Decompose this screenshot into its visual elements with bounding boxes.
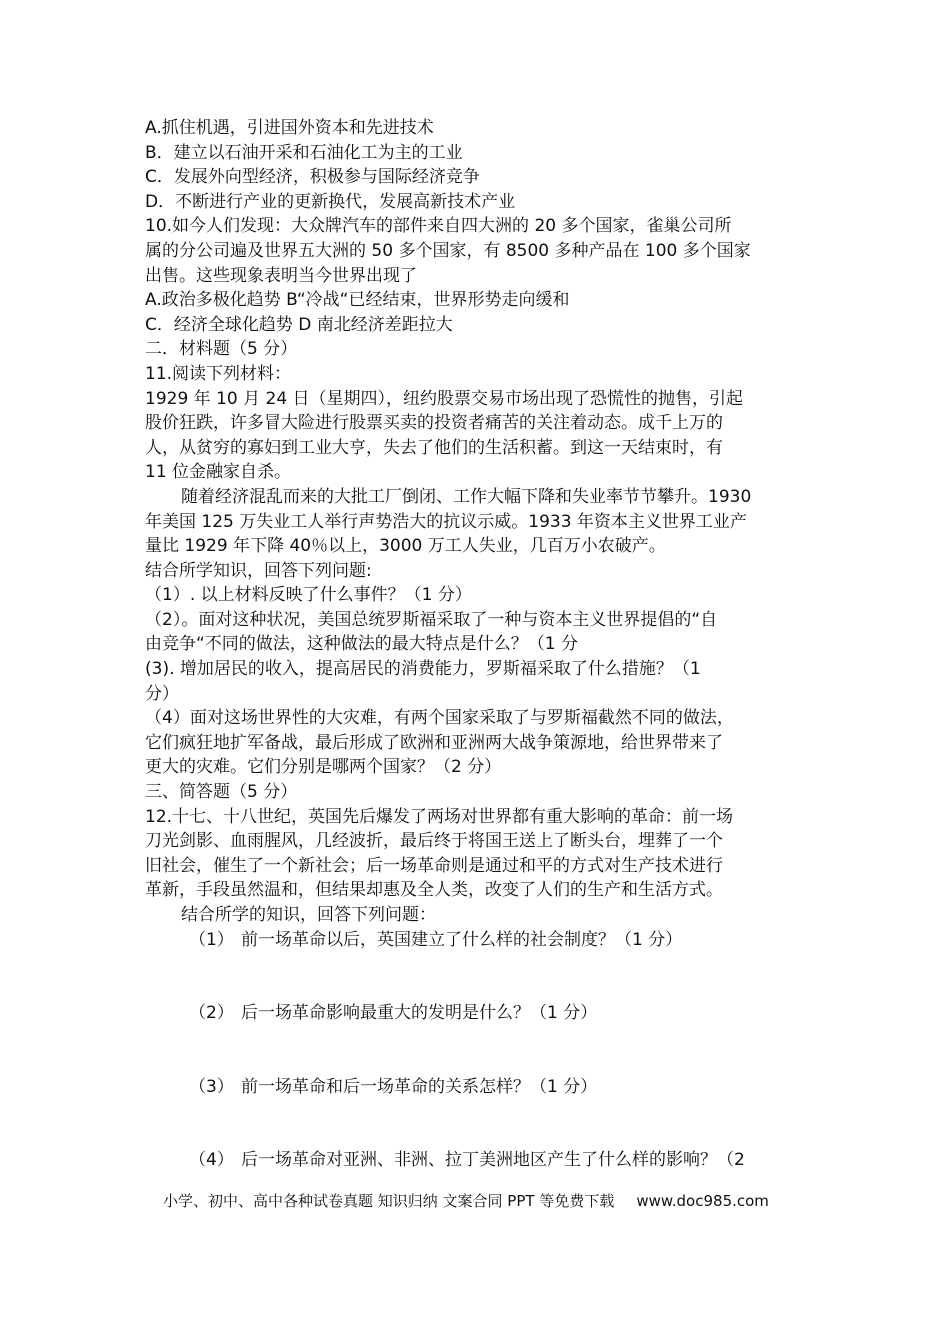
q12-subquestion-4 xyxy=(145,1148,811,1173)
q11-intro: 11.阅读下列材料： xyxy=(145,363,292,384)
q11-para1-line: 11 位金融家自杀。 xyxy=(145,462,292,483)
q12-sub-text: 后一场革命对亚洲、非洲、拉丁美洲地区产生了什么样的影响？（2 xyxy=(241,1150,745,1171)
q11-para2-line: 量比 1929 年下降 40％以上，3000 万工人失业，几百万小农破产。 xyxy=(145,536,666,557)
q11-para2-line: 随着经济混乱而来的大批工厂倒闭、工作大幅下降和失业率节节攀升。1930 xyxy=(181,486,752,507)
document-page xyxy=(145,116,811,1173)
answer-space xyxy=(145,1026,811,1075)
q12-sub-number: （1） xyxy=(189,929,234,950)
answer-space xyxy=(145,1099,811,1148)
q10-options-cd: C．经济全球化趋势 D 南北经济差距拉大 xyxy=(145,314,453,335)
q11-para1-line: 人，从贫穷的寡妇到工业大亨，失去了他们的生活积蓄。到这一天结束时，有 xyxy=(145,437,723,458)
q11-para2-line: 年美国 125 万失业工人举行声势浩大的抗议示威。1933 年资本主义世界工业产 xyxy=(145,511,747,532)
q9-option-a: A.抓住机遇，引进国外资本和先进技术 xyxy=(145,118,434,138)
q10-options-ab: A.政治多极化趋势 B“冷战“已经结束，世界形势走向缓和 xyxy=(145,290,570,311)
q11-sub-line: (3). 增加居民的收入，提高居民的消费能力，罗斯福采取了什么措施？（1 xyxy=(145,659,701,680)
answer-space xyxy=(145,952,811,1001)
q11-sub-line: 由竞争“不同的做法，这种做法的最大特点是什么？（1 分 xyxy=(145,634,579,655)
q11-subquestions xyxy=(145,583,811,780)
q12-sub-number: （2） xyxy=(189,1003,234,1024)
q11-para1-line: 1929 年 10 月 24 日（星期四），纽约股票交易市场出现了恐慌性的抛售，引起 xyxy=(145,388,744,409)
q10-stem-line: 10.如今人们发现：大众牌汽车的部件来自四大洲的 20 多个国家，雀巢公司所 xyxy=(145,216,732,237)
q12-stem-line: 旧社会，催生了一个新社会；后一场革命则是通过和平的方式对生产技术进行 xyxy=(145,855,723,876)
footer-text: 小学、初中、高中各种试卷真题 知识归纳 文案合同 PPT 等免费下载 xyxy=(163,1192,615,1210)
q12-sub-number: （4） xyxy=(189,1150,234,1171)
section-2-heading: 二．材料题（5 分） xyxy=(145,339,298,360)
q11-sub-line: （4）面对这场世界性的大灾难，有两个国家采取了与罗斯福截然不同的做法， xyxy=(145,708,734,729)
q12-subquestion-3 xyxy=(145,1075,811,1100)
q11-material-paragraph-1 xyxy=(145,387,811,485)
q12-subquestion-2 xyxy=(145,1001,811,1026)
q12-stem-line: 12.十七、十八世纪，英国先后爆发了两场对世界都有重大影响的革命：前一场 xyxy=(145,806,734,827)
q11-sub-line: 更大的灾难。它们分别是哪两个国家？（2 分） xyxy=(145,757,502,778)
q12-stem-line: 革新，手段虽然温和，但结果却惠及全人类，改变了人们的生产和生活方式。 xyxy=(145,880,723,901)
q11-prompt: 结合所学知识，回答下列问题: xyxy=(145,560,372,581)
q11-sub-line: （2）。面对这种状况，美国总统罗斯福采取了一种与资本主义世界提倡的“自 xyxy=(145,609,718,630)
question-10 xyxy=(145,214,811,337)
section-3-heading: 三、简答题（5 分） xyxy=(145,782,298,803)
footer-url-link[interactable]: www.doc985.com xyxy=(636,1192,769,1210)
q12-sub-text: 前一场革命和后一场革命的关系怎样？（1 分） xyxy=(241,1076,598,1097)
q9-options xyxy=(145,116,811,214)
question-11 xyxy=(145,362,811,780)
q11-sub-line: 它们疯狂地扩军备战，最后形成了欧洲和亚洲两大战争策源地，给世界带来了 xyxy=(145,732,723,753)
q10-stem-line: 出售。这些现象表明当今世界出现了 xyxy=(145,265,417,286)
question-12 xyxy=(145,805,811,1173)
q11-sub-line: （1）. 以上材料反映了什么事件？（1 分） xyxy=(145,585,472,606)
page-footer xyxy=(163,1191,769,1211)
q9-option-d: D．不断进行产业的更新换代，发展高新技术产业 xyxy=(145,191,516,212)
q11-material-paragraph-2 xyxy=(145,485,811,559)
q12-sub-number: （3） xyxy=(189,1076,234,1097)
q11-para1-line: 股价狂跌，许多冒大险进行股票买卖的投资者痛苦的关注着动态。成千上万的 xyxy=(145,413,723,434)
q9-option-c: C．发展外向型经济，积极参与国际经济竞争 xyxy=(145,167,480,188)
q11-sub-line: 分） xyxy=(145,683,179,704)
q12-prompt: 结合所学的知识，回答下列问题： xyxy=(181,905,436,925)
q9-option-b: B．建立以石油开采和石油化工为主的工业 xyxy=(145,142,463,163)
q12-stem-line: 刀光剑影、血雨腥风，几经波折，最后终于将国王送上了断头台，埋葬了一个 xyxy=(145,831,723,852)
q10-stem-line: 属的分公司遍及世界五大洲的 50 多个国家，有 8500 多种产品在 100 多个国家 xyxy=(145,240,751,261)
q12-sub-text: 后一场革命影响最重大的发明是什么？（1 分） xyxy=(241,1003,598,1024)
q12-subquestion-1 xyxy=(145,928,811,953)
q12-sub-text: 前一场革命以后，英国建立了什么样的社会制度？（1 分） xyxy=(241,929,683,950)
